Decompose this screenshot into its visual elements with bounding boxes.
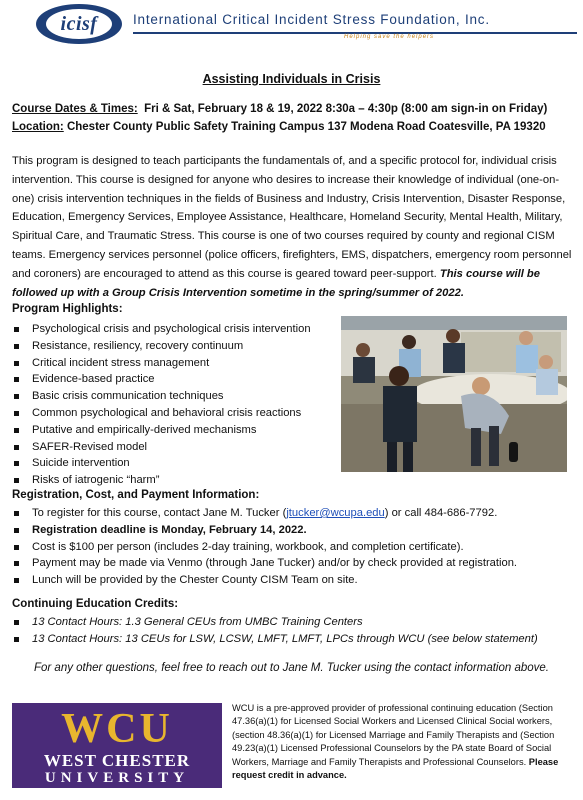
wcu-letters: WCU: [61, 706, 173, 752]
org-name: International Critical Incident Stress Foundation, Inc.: [133, 12, 490, 27]
location-value: Chester County Public Safety Training Campus 137 Modena Road Coatesville, PA 19320: [66, 121, 546, 133]
wcu-name-line1: WEST CHESTER: [43, 751, 191, 770]
header: [0, 0, 583, 50]
wcu-statement: [232, 702, 575, 782]
dates-value: Fri & Sat, February 18 & 19, 2022 8:30a – 4:30p (8:00 am sign-in on Friday): [144, 103, 548, 115]
icisf-logo-inner: [46, 9, 112, 39]
logo-text: icisf: [60, 12, 98, 35]
list-item: Cost is $100 per person (includes 2-day training, workbook, and completion certificate).: [12, 539, 517, 556]
ce-heading: Continuing Education Credits:: [12, 598, 179, 610]
register-text-pre: To register for this course, contact Jane M. Tucker (: [32, 507, 287, 519]
list-item: Psychological crisis and psychological crisis intervention: [12, 321, 311, 338]
list-item: SAFER-Revised model: [12, 439, 311, 456]
location-label: Location:: [12, 121, 64, 133]
list-item: Critical incident stress management: [12, 355, 311, 372]
closing-note: For any other questions, feel free to reach out to Jane M. Tucker using the contact information above.: [33, 662, 549, 674]
course-dates: [12, 103, 547, 115]
highlights-list: [12, 321, 311, 489]
list-item: Evidence-based practice: [12, 371, 311, 388]
list-item: Suicide intervention: [12, 455, 311, 472]
list-item: Putative and empirically-derived mechanisms: [12, 422, 311, 439]
registration-heading: Registration, Cost, and Payment Information:: [12, 489, 260, 501]
list-item: [12, 505, 517, 522]
tagline: Helping save the helpers: [344, 34, 435, 40]
list-item: Risks of iatrogenic “harm”: [12, 472, 311, 489]
intro-body: This program is designed to teach participants the fundamentals of, and a specific protocol for, individual crisis intervention. This course is designed for anyone who desires to increase their knowledge of individual (one-on-one) crisis intervention techniques in the fields of Business and Industry, Crisis Intervention, Disaster Response, Education, Emergency Services, Employee Assistance, Healthcare, Homeland Security, Mental Health, Military, Spiritual Care, and Traumatic Stress. This course is one of two courses required by county and regional CISM teams. Emergency services personnel (police officers, firefighters, EMS, dispatchers, emergency room personnel and coroners) are encouraged to attend as this course is geared toward peer-support.: [12, 155, 572, 280]
list-item: Basic crisis communication techniques: [12, 388, 311, 405]
register-text-post: ) or call 484-686-7792.: [384, 507, 498, 519]
wcu-statement-text: WCU is a pre-approved provider of professional continuing education (Section 47.36(a)(1) for Licensed Social Workers and Licensed Clinical Social workers, (section 48.36(a)(1) for Licensed Marriage and Family Therapists and (Section 49.23(a)(1) Licensed Professional Counselors by the PA state Board of Social Workers, Marriage and Family Therapists and Professional Counselors.: [232, 703, 555, 767]
wcu-name-line2: UNIVERSITY: [44, 770, 190, 786]
email-link[interactable]: jtucker@wcupa.edu: [286, 507, 385, 519]
wcu-logo: [12, 703, 222, 788]
wcu-statement-bold: Please request credit in advance.: [232, 756, 559, 781]
intro-emphasis: This course will be followed up with a Group Crisis Intervention sometime in the spring/summer of 2022.: [12, 267, 540, 299]
intro-paragraph: [12, 152, 572, 302]
highlights-heading: Program Highlights:: [12, 303, 123, 315]
registration-list: [12, 505, 517, 589]
ce-list: [12, 614, 538, 648]
list-item: Common psychological and behavioral crisis reactions: [12, 405, 311, 422]
list-item: Registration deadline is Monday, February 14, 2022.: [12, 522, 517, 539]
course-location: [12, 121, 546, 133]
list-item: Lunch will be provided by the Chester County CISM Team on site.: [12, 572, 517, 589]
training-photo: [341, 316, 567, 472]
dates-label: Course Dates & Times:: [12, 103, 138, 115]
list-item: Payment may be made via Venmo (through Jane Tucker) and/or by check provided at registration.: [12, 555, 517, 572]
list-item: Resistance, resiliency, recovery continuum: [12, 338, 311, 355]
page-title: Assisting Individuals in Crisis: [202, 72, 381, 86]
list-item: 13 Contact Hours: 13 CEUs for LSW, LCSW, LMFT, LMFT, LPCs through WCU (see below statement): [12, 631, 538, 648]
list-item: 13 Contact Hours: 1.3 General CEUs from UMBC Training Centers: [12, 614, 538, 631]
